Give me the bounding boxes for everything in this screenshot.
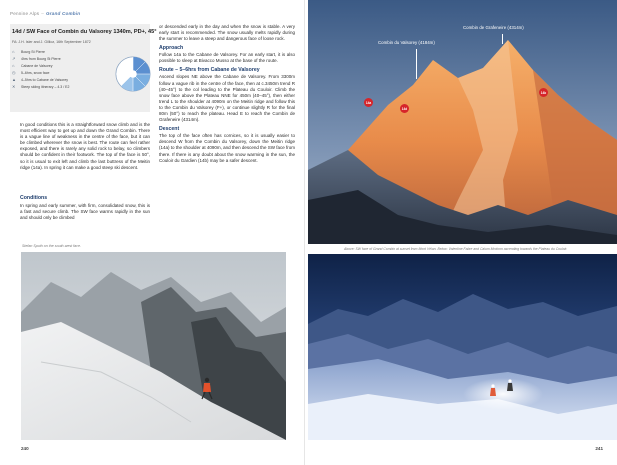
- route-text: Ascend slopes NE above the Cabane de Valsorey. From 3300m follow a vague rib in the centre of the face, then at c.3450m trend R (40–45°) to the col leading to the Plateau du Couloir. Climb the snow face above the Plateau NNE for 450m (40–45°), then either trend L to the shoulder at 4090m on the Meitin ridge and follow this to the Combin du Valsorey (F+), or continue slightly R for the final 80m (50°) to reach the plateau. Head E to reach the Combin de Grafeneire (4314m).: [159, 74, 295, 123]
- route-info-item: [12, 55, 98, 62]
- route-heading: Route – 5–6hrs from Cabane de Valsorey: [159, 67, 260, 74]
- house-icon: ⌂: [12, 49, 15, 54]
- running-head-separator: –: [41, 11, 44, 16]
- route-info-text: 4–5hrs to Cabane de Valsorey: [21, 77, 69, 82]
- route-info-list: [12, 48, 98, 90]
- route-marker-14d: 14d: [400, 104, 409, 113]
- approach-heading: Approach: [159, 45, 184, 52]
- clock-icon: ◷: [12, 70, 16, 75]
- running-head: [10, 11, 80, 16]
- page-number-right: 241: [595, 446, 603, 451]
- conditions-heading: Conditions: [20, 195, 48, 201]
- route-description-column: [159, 24, 295, 164]
- aspect-compass-icon: [114, 55, 152, 93]
- route-info-text: Cabane de Valsorey: [21, 63, 53, 68]
- left-photo-caption: Stefan Sputh on the south-west face.: [22, 244, 81, 248]
- right-page: [308, 0, 617, 465]
- left-page: [0, 0, 305, 465]
- page-number-left: 240: [21, 446, 29, 451]
- route-info-text: Steep skiing itinerary – 4.3 / E2: [21, 84, 70, 89]
- route-title: 14d / SW Face of Combin du Valsorey 1340m, PD+, 45°: [12, 29, 157, 35]
- route-info-box: [10, 24, 157, 112]
- sunset-mountain-photo: [308, 0, 617, 244]
- hut-icon: ⌂: [12, 63, 15, 68]
- route-marker-14a: 14a: [364, 98, 373, 107]
- conditions-continued-text: or descended early in the day and when the snow is stable. A very early start is recommended. The snow usually melts rapidly during the summer to leave a steep and dangerous face of loose rock.: [159, 24, 295, 42]
- mountain-icon: ▲: [12, 77, 16, 82]
- route-info-item: [12, 48, 98, 55]
- conditions-text: In spring and early summer, with firm, consolidated snow, this is a fast and secure climb. The SW face warms rapidly in the sun and should only be climbed: [20, 203, 150, 221]
- ski-icon: ✕: [12, 84, 16, 89]
- route-info-text: 5–6hrs, snow face: [21, 70, 50, 75]
- approach-text: Follow 14a to the Cabane de Valsorey. For an early start, it is also possible to sleep at Bivacco Musso at the base of the route.: [159, 52, 295, 64]
- climber-snow-face-photo: [21, 252, 286, 440]
- first-ascent: FA: J.H. Isler and J. Gillioz, 16th September 1872: [12, 40, 91, 44]
- descent-text: The top of the face often has cornices, so it is usually easier to descend W from the Combin du Valsorey, down the Meitin ridge (14a) to the shoulder at 4090m, and then descend the SW face from there. If there is any doubt about the snow warming in the sun, the Couloir du Gardien (14b) may be a safer descent.: [159, 133, 295, 163]
- route-info-item: [12, 76, 98, 83]
- route-info-item: [12, 69, 98, 76]
- right-photo-caption: Above: SW face of Grand Combin at sunset from Mont Vélan. Below: Valentine Fabre and Calum Mcdonn ascending towards the Plateau du Couloir.: [344, 247, 568, 251]
- route-info-item: [12, 83, 98, 90]
- arrow-icon: ↗: [12, 56, 16, 61]
- peak-label-grafeneire: Combin de Grafeneire (4314m): [463, 25, 524, 30]
- route-intro-text: In good conditions this is a straightforward snow climb and is the most efficient way to get up and down the Grand Combin. There is a vague line of weakness in the centre of the face, but it can be climbed wherever the snow is best. The route can feel rather exposed, and there is rarely any solid rock to belay, so climbers should be confident in their footwork. The top of the face is 50°, so it is usual to exit left and climb the last buttress of the Meitin ridge (14a). In spring it can make a good steep ski descent.: [20, 122, 150, 170]
- grafeneire-pointer-line: [502, 34, 503, 44]
- night-climbers-photo: [308, 254, 617, 440]
- route-info-item: [12, 62, 98, 69]
- route-info-text: Bourg St Pierre: [21, 49, 45, 54]
- route-info-text: 4hrs from Bourg St Pierre: [21, 56, 61, 61]
- peak-label-valsorey: Combin du Valsorey (4184m): [378, 40, 435, 45]
- running-head-section: Pennine Alps: [10, 11, 40, 16]
- route-marker-14b: 14b: [539, 88, 548, 97]
- descent-heading: Descent: [159, 126, 180, 133]
- running-head-region: Grand Combin: [45, 11, 81, 16]
- valsorey-pointer-line: [416, 49, 417, 79]
